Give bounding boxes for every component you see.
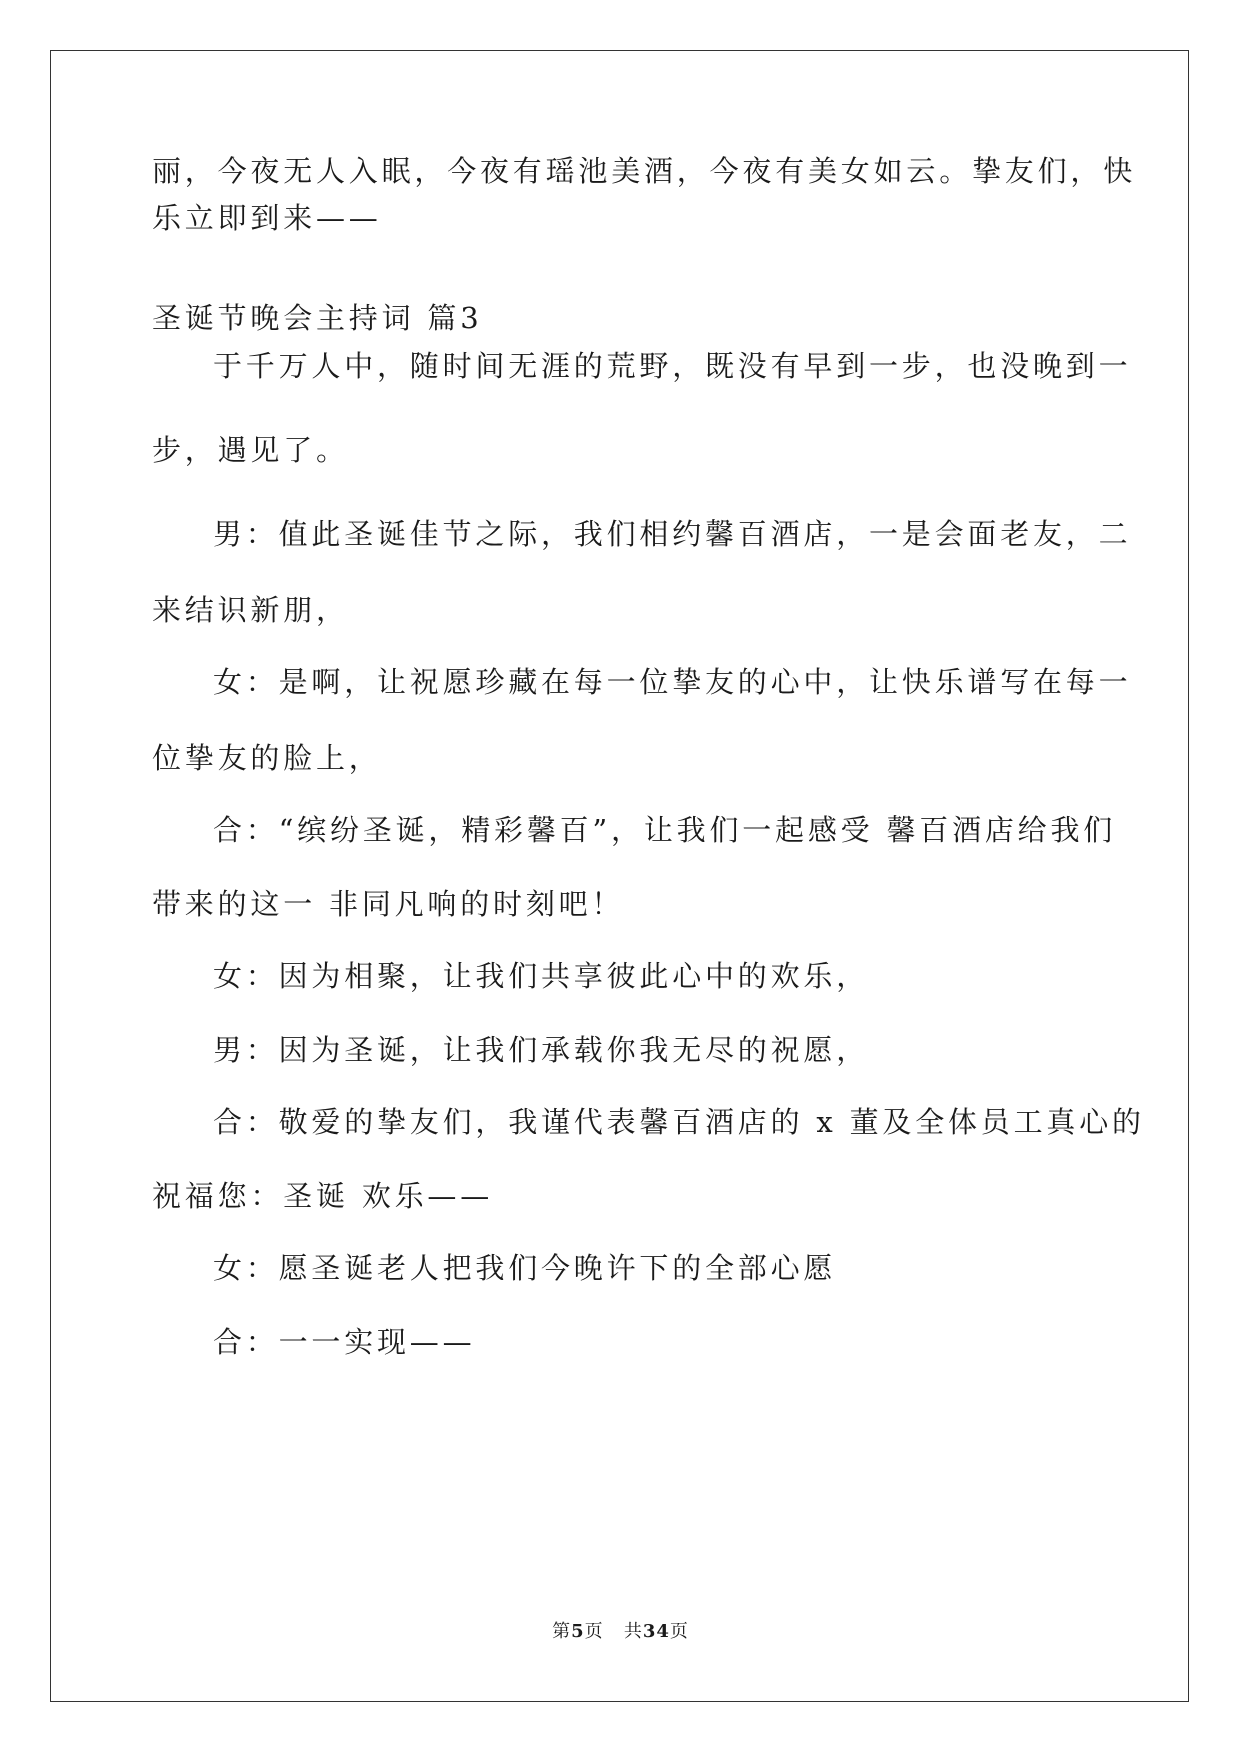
footer-current-page: 5 <box>571 1621 585 1642</box>
body-line-8: 女：是啊，让祝愿珍藏在每一位挚友的心中，让快乐谱写在每一 <box>213 665 1132 699</box>
footer-total-pages: 34 <box>642 1621 670 1642</box>
body-line-4: 于千万人中，随时间无涯的荒野，既没有早到一步，也没晚到一 <box>213 349 1132 383</box>
body-line-17: 合：一一实现—— <box>213 1325 476 1359</box>
body-line-15: 祝福您：圣诞 欢乐—— <box>152 1179 494 1213</box>
footer-page-prefix: 第 <box>552 1621 572 1642</box>
footer-total-prefix: 共 <box>623 1621 643 1642</box>
body-line-1: 丽，今夜无人入眠，今夜有瑶池美酒，今夜有美女如云。挚友们，快 <box>152 154 1137 188</box>
body-line-10: 合：“缤纷圣诞，精彩馨百”，让我们一起感受 馨百酒店给我们 <box>213 813 1117 847</box>
body-line-11: 带来的这一 非同凡响的时刻吧！ <box>152 887 625 921</box>
body-line-6: 男：值此圣诞佳节之际，我们相约馨百酒店，一是会面老友，二 <box>213 517 1132 551</box>
body-line-9: 位挚友的脸上， <box>152 741 382 775</box>
body-line-5: 步，遇见了。 <box>152 433 349 467</box>
section-heading: 圣诞节晚会主持词 篇3 <box>152 301 483 335</box>
body-line-12: 女：因为相聚，让我们共享彼此心中的欢乐， <box>213 959 870 993</box>
body-line-2: 乐立即到来—— <box>152 201 382 235</box>
body-line-13: 男：因为圣诞，让我们承载你我无尽的祝愿， <box>213 1033 870 1067</box>
body-line-14: 合：敬爱的挚友们，我谨代表馨百酒店的 x 董及全体员工真心的 <box>213 1105 1145 1139</box>
page-footer <box>0 1620 1241 1644</box>
footer-page-suffix: 页 <box>584 1621 604 1642</box>
body-line-16: 女：愿圣诞老人把我们今晚许下的全部心愿 <box>213 1251 837 1285</box>
body-line-7: 来结识新朋， <box>152 593 349 627</box>
footer-total-suffix: 页 <box>669 1621 689 1642</box>
